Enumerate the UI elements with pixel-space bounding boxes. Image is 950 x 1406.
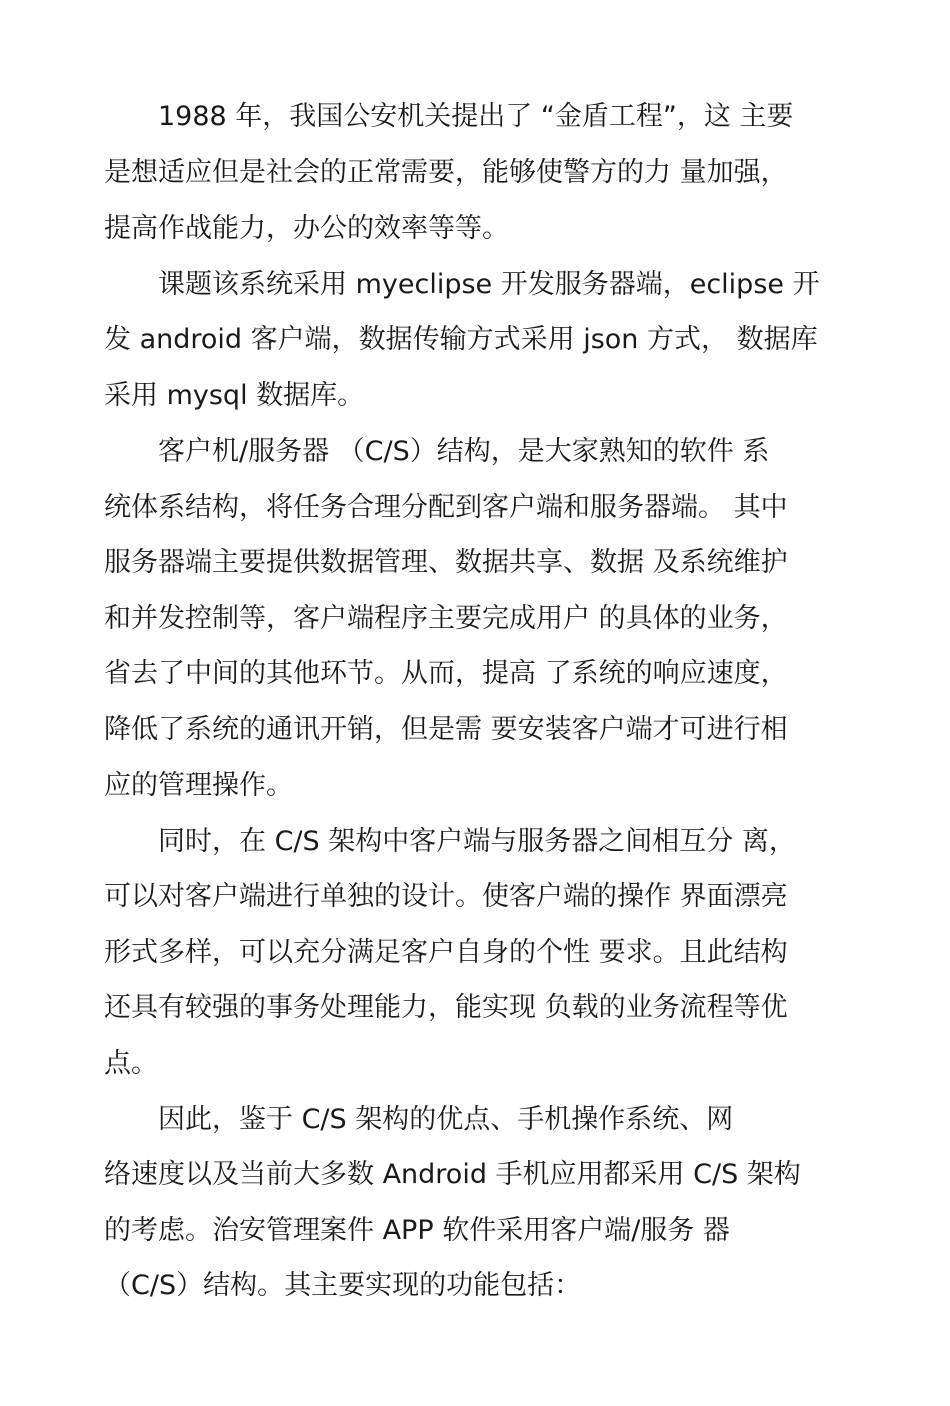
paragraph-5-line-2: 络速度以及当前大多数 Android 手机应用都采用 C/S 架构 xyxy=(104,1159,801,1190)
paragraph-2-line-2: 发 android 客户端，数据传输方式采用 json 方式， 数据库 xyxy=(104,324,818,355)
paragraph-3-line-4: 和并发控制等，客户端程序主要完成用户 的具体的业务， xyxy=(104,603,788,634)
paragraph-3-line-1: 客户机/服务器 （C/S）结构，是大家熟知的软件 系 xyxy=(104,436,770,467)
paragraph-3-line-7: 应的管理操作。 xyxy=(104,770,293,801)
paragraph-1-line-3: 提高作战能力，办公的效率等等。 xyxy=(104,213,509,244)
paragraph-4-line-3: 形式多样，可以充分满足客户自身的个性 要求。且此结构 xyxy=(104,937,788,968)
paragraph-5-line-4: （C/S）结构。其主要实现的功能包括： xyxy=(104,1270,582,1301)
paragraph-3-line-5: 省去了中间的其他环节。从而，提高 了系统的响应速度， xyxy=(104,658,788,689)
paragraph-5-line-3: 的考虑。治安管理案件 APP 软件采用客户端/服务 器 xyxy=(104,1215,730,1246)
paragraph-5-line-1: 因此，鉴于 C/S 架构的优点、手机操作系统、网 xyxy=(104,1104,734,1135)
paragraph-1-line-1: 1988 年，我国公安机关提出了 “金盾工程”，这 主要 xyxy=(104,101,794,132)
paragraph-3-line-2: 统体系结构，将任务合理分配到客户端和服务器端。 其中 xyxy=(104,492,788,523)
paragraph-3-line-3: 服务器端主要提供数据管理、数据共享、数据 及系统维护 xyxy=(104,547,788,578)
paragraph-3-line-6: 降低了系统的通讯开销，但是需 要安装客户端才可进行相 xyxy=(104,714,788,745)
paragraph-4-line-1: 同时，在 C/S 架构中客户端与服务器之间相互分 离， xyxy=(104,826,796,857)
paragraph-1-line-2: 是想适应但是社会的正常需要，能够使警方的力 量加强， xyxy=(104,157,788,188)
paragraph-4-line-2: 可以对客户端进行单独的设计。使客户端的操作 界面漂亮 xyxy=(104,881,788,912)
paragraph-2-line-1: 课题该系统采用 myeclipse 开发服务器端，eclipse 开 xyxy=(104,269,820,300)
paragraph-4-line-4: 还具有较强的事务处理能力，能实现 负载的业务流程等优 xyxy=(104,992,788,1023)
paragraph-2-line-3: 采用 mysql 数据库。 xyxy=(104,380,365,411)
paragraph-4-line-5: 点。 xyxy=(104,1048,158,1079)
